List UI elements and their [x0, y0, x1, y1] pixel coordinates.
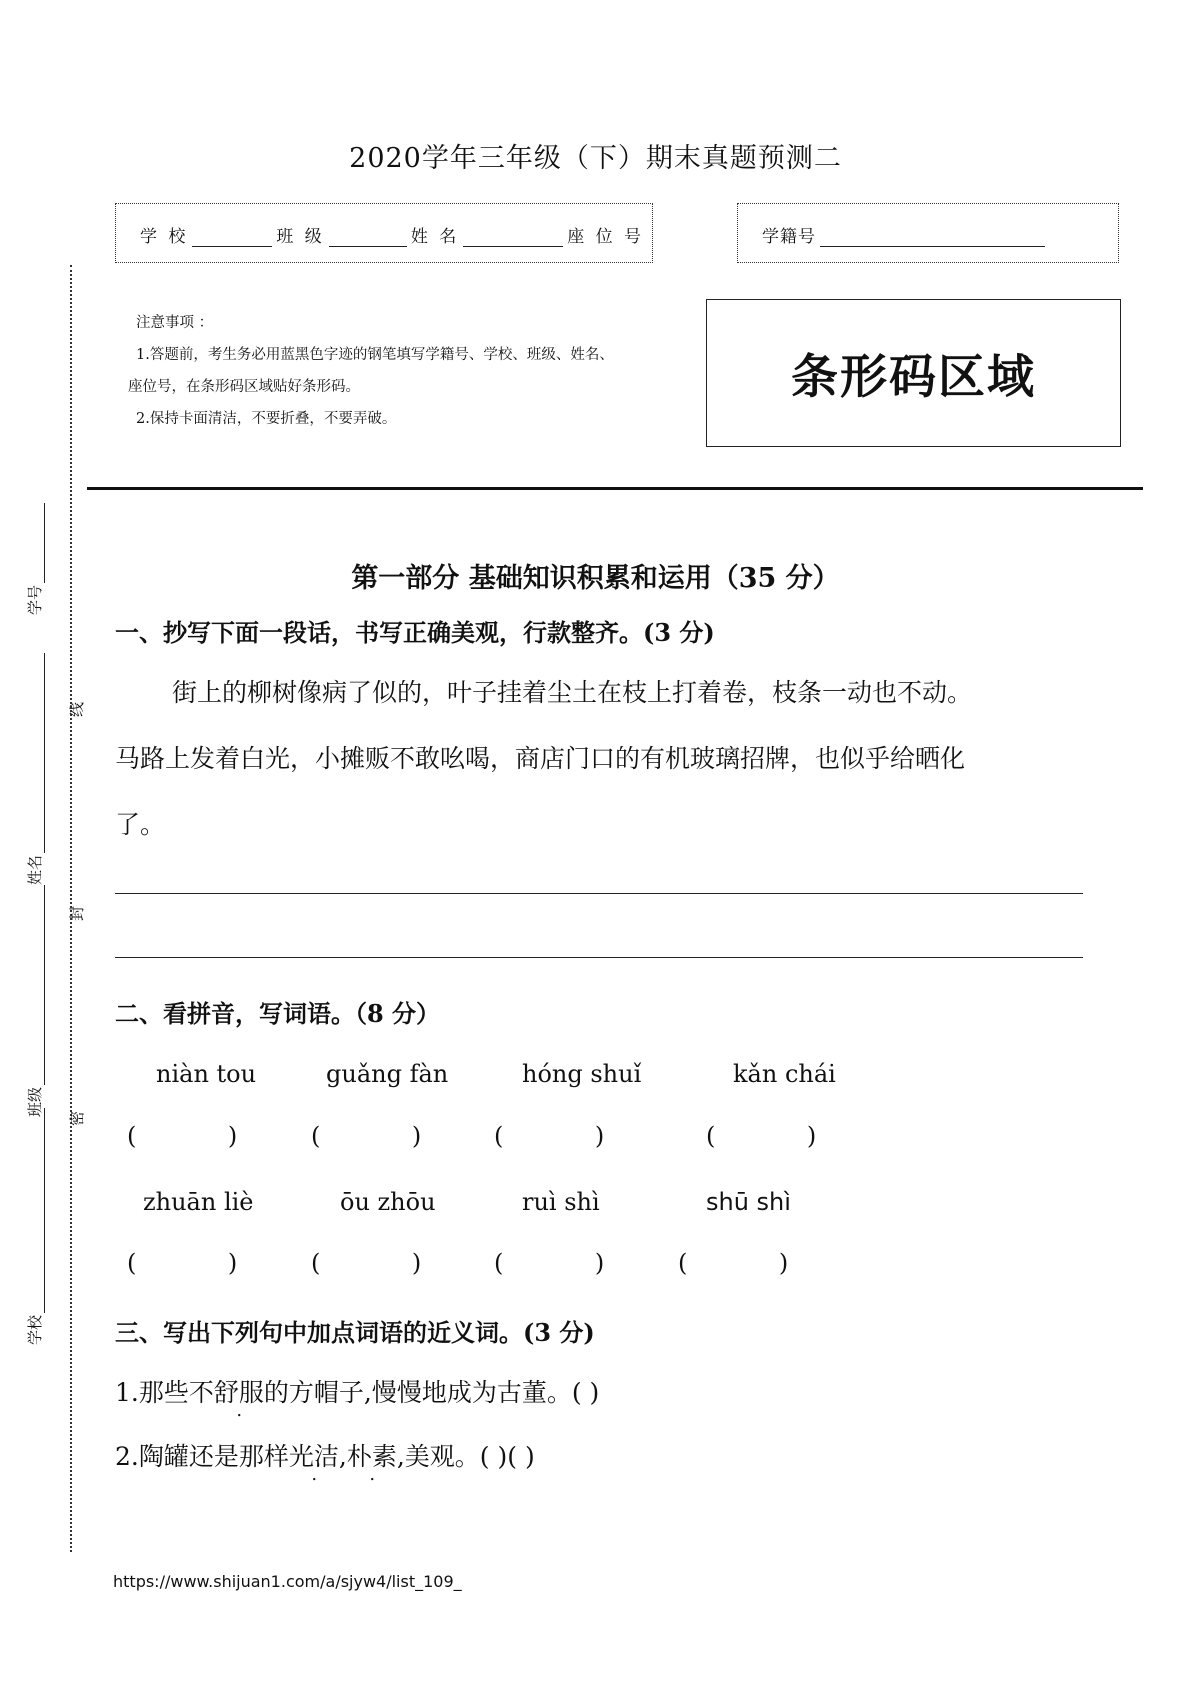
q1-line-3: 了。	[115, 810, 166, 839]
sidebar-student-no: 学号	[24, 503, 45, 615]
notes-heading: 注意事项 ：	[136, 315, 214, 331]
q1-line-2: 马路上发着白光，小摊贩不敢吆喝，商店门口的有机玻璃招牌，也似乎给晒化	[115, 744, 966, 773]
q2-heading: 二、看拼音，写词语。（8 分）	[115, 999, 441, 1028]
q1-line-1: 街上的柳树像病了似的，叶子挂着尘土在枝上打着卷，枝条一动也不动。	[172, 678, 973, 707]
pinyin-6: ōu zhōu	[340, 1188, 436, 1216]
q1-heading: 一、抄写下面一段话，书写正确美观，行款整齐。(3 分)	[115, 618, 715, 647]
seal-feng: 封	[68, 905, 86, 921]
seal-xian: 线	[68, 701, 86, 717]
writing-line-2[interactable]	[115, 957, 1083, 958]
school-label: 学 校	[140, 227, 189, 247]
answer-paren-7[interactable]: ( )	[494, 1249, 605, 1277]
answer-paren-3[interactable]: ( )	[494, 1122, 605, 1150]
student-id-box	[737, 203, 1119, 263]
writing-line-1[interactable]	[115, 893, 1083, 894]
sidebar-name-field[interactable]	[29, 653, 45, 853]
answer-paren-2[interactable]: ( )	[311, 1122, 422, 1150]
pinyin-4: kǎn chái	[733, 1060, 836, 1088]
barcode-label: 条形码区域	[791, 349, 1036, 405]
seal-mi: 密	[68, 1110, 86, 1126]
school-field[interactable]	[192, 228, 272, 247]
dotted-word-guangjie: 光洁	[288, 1442, 339, 1471]
answer-paren-6[interactable]: ( )	[311, 1249, 422, 1277]
answer-paren-8[interactable]: ( )	[678, 1249, 789, 1277]
answer-paren-5[interactable]: ( )	[127, 1249, 238, 1277]
q3-heading: 三、写出下列句中加点词语的近义词。(3 分)	[115, 1318, 595, 1347]
student-id-label: 学籍号	[762, 227, 816, 247]
pinyin-5: zhuān liè	[143, 1188, 254, 1216]
name-label: 姓 名	[410, 227, 460, 247]
part1-title: 第一部分 基础知识积累和运用（35 分）	[351, 563, 840, 594]
barcode-area	[706, 299, 1121, 447]
answer-paren-4[interactable]: ( )	[706, 1122, 817, 1150]
pinyin-7: ruì shì	[522, 1188, 600, 1216]
footer-url[interactable]: https://www.shijuan1.com/a/sjyw4/list_109_	[113, 1572, 462, 1591]
sidebar-school-field[interactable]	[29, 1108, 45, 1313]
header-divider	[87, 487, 1143, 490]
dotted-word-pusu: 朴素	[346, 1442, 397, 1471]
sidebar-school: 学校	[24, 1108, 45, 1345]
answer-paren-1[interactable]: ( )	[127, 1122, 238, 1150]
pinyin-8: shū shì	[706, 1188, 791, 1216]
q3-sentence-2: 2.陶罐还是那样光洁,朴素,美观。( )( )	[115, 1442, 535, 1471]
sidebar-class-field[interactable]	[29, 885, 45, 1085]
class-field[interactable]	[329, 228, 407, 247]
sidebar-name: 姓名	[24, 653, 45, 885]
notes-line-1: 1.答题前，考生务必用蓝黑色字迹的钢笔填写学籍号、学校、班级、姓名、	[136, 347, 614, 363]
q3-sentence-1: 1.那些不舒服的方帽子,慢慢地成为古董。( )	[115, 1378, 600, 1407]
student-info-box	[115, 203, 653, 263]
sidebar-class: 班级	[24, 885, 45, 1117]
seat-label: 座 位 号	[567, 227, 645, 247]
page-title: 2020学年三年级（下）期末真题预测二	[349, 143, 842, 174]
pinyin-1: niàn tou	[156, 1060, 257, 1088]
q1-passage	[115, 660, 1085, 858]
pinyin-3: hóng shuǐ	[522, 1060, 642, 1088]
name-field[interactable]	[463, 228, 563, 247]
pinyin-2: guǎng fàn	[326, 1060, 449, 1088]
notes-section	[128, 307, 614, 435]
dotted-word-shufu: 舒服	[213, 1378, 264, 1407]
class-label: 班 级	[276, 227, 325, 247]
notes-line-2: 座位号，在条形码区域贴好条形码。	[128, 379, 360, 395]
notes-line-3: 2.保持卡面清洁，不要折叠，不要弄破。	[136, 411, 397, 427]
student-id-field[interactable]	[820, 228, 1045, 247]
